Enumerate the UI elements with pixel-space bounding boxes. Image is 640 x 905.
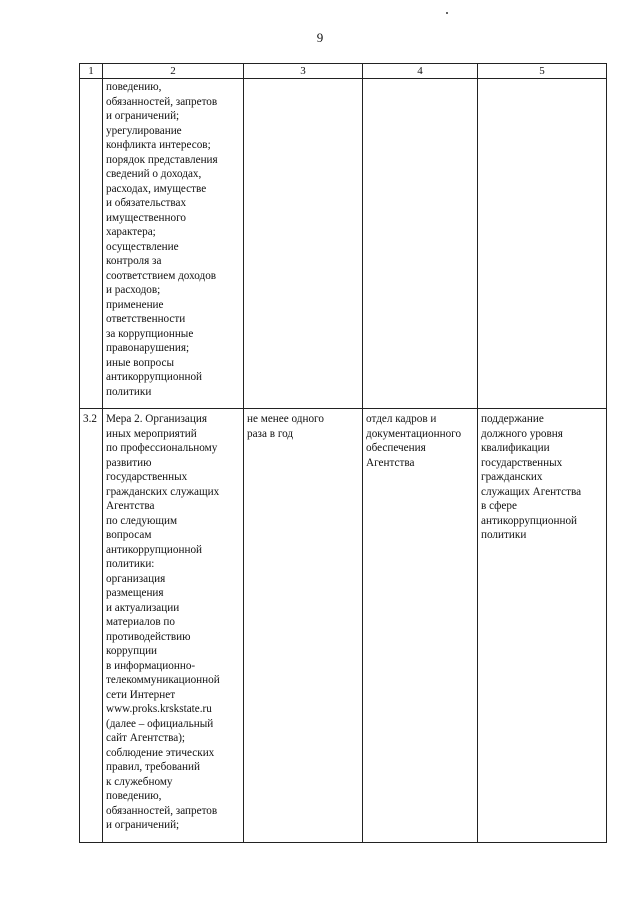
cell-text-line: характера;	[106, 226, 156, 238]
cell-text-line: сведений о доходах,	[106, 168, 202, 180]
cell-text-line: должного уровня	[481, 427, 563, 440]
row-number-cell	[80, 79, 103, 409]
cell-text-line: раза в год	[247, 427, 294, 440]
cell-text-line: по профессиональному	[106, 442, 218, 454]
cell-text-line: иных мероприятий	[106, 427, 197, 440]
table-row	[80, 409, 607, 843]
cell-text-line: контроля за	[106, 255, 162, 267]
cell-text-line: ответственности	[106, 313, 186, 325]
cell-text-line: политики:	[106, 558, 155, 570]
cell-text-line: (далее – официальный	[106, 717, 214, 730]
column-number-1: 1	[80, 64, 103, 79]
cell-text-line: служащих Агентства	[481, 485, 582, 498]
cell-text-line: урегулирование	[106, 124, 182, 137]
column-number-5: 5	[478, 64, 607, 79]
cell-text-line: отдел кадров и	[366, 413, 437, 425]
cell-text-line: конфликта интересов;	[106, 139, 211, 151]
cell-text-line: www.proks.krskstate.ru	[106, 703, 212, 715]
cell-text-line: Мера 2. Организация	[106, 413, 208, 425]
term-cell	[244, 79, 363, 409]
cell-text-line: за коррупционные	[106, 327, 194, 340]
page-number: 9	[316, 30, 324, 45]
measure-cell	[103, 79, 244, 409]
cell-text-line: расходах, имуществе	[106, 182, 207, 195]
result-cell	[478, 409, 607, 843]
cell-text-line: к служебному	[106, 775, 173, 788]
cell-text-line: документационного	[366, 427, 462, 440]
cell-text-line: иные вопросы	[106, 356, 174, 369]
cell-text-line: сети Интернет	[106, 688, 176, 701]
cell-text-line: телекоммуникационной	[106, 674, 220, 686]
table-row	[80, 79, 607, 409]
cell-text-line: гражданских	[481, 471, 543, 483]
cell-text-line: организация	[106, 572, 166, 585]
cell-text-line: правонарушения;	[106, 342, 190, 354]
cell-text-line: и ограничений;	[106, 819, 180, 831]
page-mark-dot	[446, 12, 448, 14]
cell-text-line: поддержание	[481, 413, 544, 425]
result-cell	[478, 79, 607, 409]
term-cell	[244, 409, 363, 843]
cell-text-line: поведению,	[106, 790, 162, 802]
cell-text-line: поведению,	[106, 81, 162, 93]
cell-text-line: государственных	[481, 456, 563, 469]
cell-text-line: развитию	[106, 456, 152, 469]
row-number-cell: 3.2	[80, 409, 103, 843]
cell-text-line: обеспечения	[366, 442, 426, 454]
cell-text-line: антикоррупционной	[106, 543, 203, 556]
cell-text-line: обязанностей, запретов	[106, 804, 218, 817]
cell-text-line: противодействию	[106, 630, 191, 643]
cell-text-line: и ограничений;	[106, 110, 180, 122]
cell-text-line: государственных	[106, 471, 188, 483]
column-number-2: 2	[103, 64, 244, 79]
cell-text-line: и обязательствах	[106, 197, 187, 209]
cell-text-line: не менее одного	[247, 413, 324, 425]
cell-text-line: Агентства	[106, 500, 155, 512]
cell-text-line: квалификации	[481, 442, 550, 454]
column-number-4: 4	[363, 64, 478, 79]
cell-text-line: осуществление	[106, 240, 179, 253]
cell-text-line: вопросам	[106, 529, 152, 541]
cell-text-line: порядок представления	[106, 153, 218, 166]
cell-text-line: гражданских служащих	[106, 485, 220, 498]
cell-text-line: и актуализации	[106, 601, 180, 614]
cell-text-line: политики	[481, 529, 527, 541]
cell-text-line: соблюдение этических	[106, 746, 215, 759]
column-number-row	[80, 64, 607, 79]
cell-text-line: обязанностей, запретов	[106, 95, 218, 108]
cell-text-line: сайт Агентства);	[106, 732, 186, 744]
cell-text-line: размещения	[106, 587, 164, 599]
cell-text-line: в сфере	[481, 500, 517, 512]
cell-text-line: соответствием доходов	[106, 269, 217, 282]
cell-text-line: политики	[106, 385, 152, 398]
cell-text-line: по следующим	[106, 514, 178, 527]
column-number-3: 3	[244, 64, 363, 79]
cell-text-line: в информационно-	[106, 659, 196, 672]
executor-cell	[363, 409, 478, 843]
measures-table	[79, 63, 607, 843]
measure-cell	[103, 409, 244, 843]
cell-text-line: антикоррупционной	[481, 514, 578, 527]
cell-text-line: и расходов;	[106, 284, 161, 296]
cell-text-line: имущественного	[106, 211, 187, 224]
executor-cell	[363, 79, 478, 409]
cell-text-line: правил, требований	[106, 761, 200, 773]
cell-text-line: коррупции	[106, 645, 158, 657]
cell-text-line: Агентства	[366, 456, 415, 469]
cell-text-line: применение	[106, 298, 164, 311]
cell-text-line: материалов по	[106, 616, 176, 628]
cell-text-line: антикоррупционной	[106, 371, 203, 383]
